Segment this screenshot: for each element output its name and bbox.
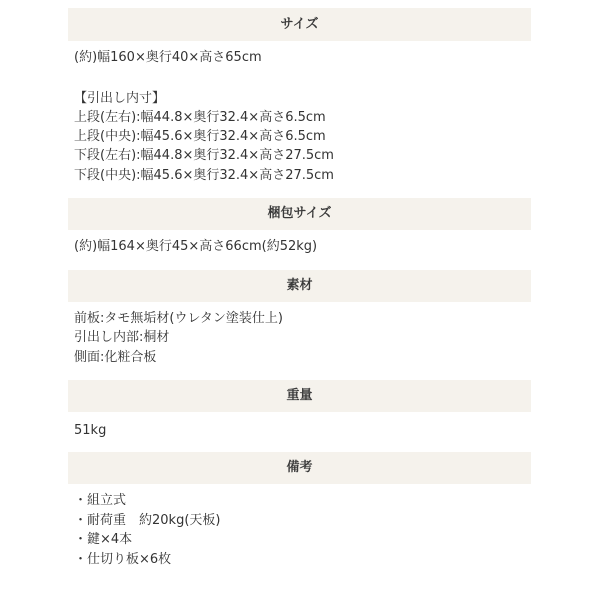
drawer-inner-line: 下段(左右):幅44.8×奥行32.4×高さ27.5cm (74, 148, 334, 163)
drawer-inner-heading: 【引出し内寸】 (74, 91, 166, 106)
size-line: (約)幅160×奥行40×高さ65cm (74, 50, 262, 65)
section-header-size: サイズ (68, 8, 531, 41)
material-line: 引出し内部:桐材 (74, 330, 170, 345)
drawer-inner-line: 上段(左右):幅44.8×奥行32.4×高さ6.5cm (74, 110, 326, 125)
notes-item: ・鍵×4本 (74, 532, 133, 547)
weight-line: 51kg (74, 423, 107, 438)
section-header-material: 素材 (68, 270, 531, 302)
material-line: 側面:化粧合板 (74, 350, 157, 365)
section-header-notes: 備考 (68, 452, 531, 484)
notes-item: ・仕切り板×6枚 (74, 552, 172, 567)
section-header-weight: 重量 (68, 380, 531, 412)
notes-item: ・耐荷重 約20kg(天板) (74, 513, 221, 528)
drawer-inner-line: 下段(中央):幅45.6×奥行32.4×高さ27.5cm (74, 168, 334, 183)
package-size-line: (約)幅164×奥行45×高さ66cm(約52kg) (74, 239, 318, 254)
section-header-package-size: 梱包サイズ (68, 198, 531, 230)
drawer-inner-line: 上段(中央):幅45.6×奥行32.4×高さ6.5cm (74, 129, 326, 144)
notes-item: ・組立式 (74, 493, 127, 508)
material-line: 前板:タモ無垢材(ウレタン塗装仕上) (74, 311, 284, 326)
